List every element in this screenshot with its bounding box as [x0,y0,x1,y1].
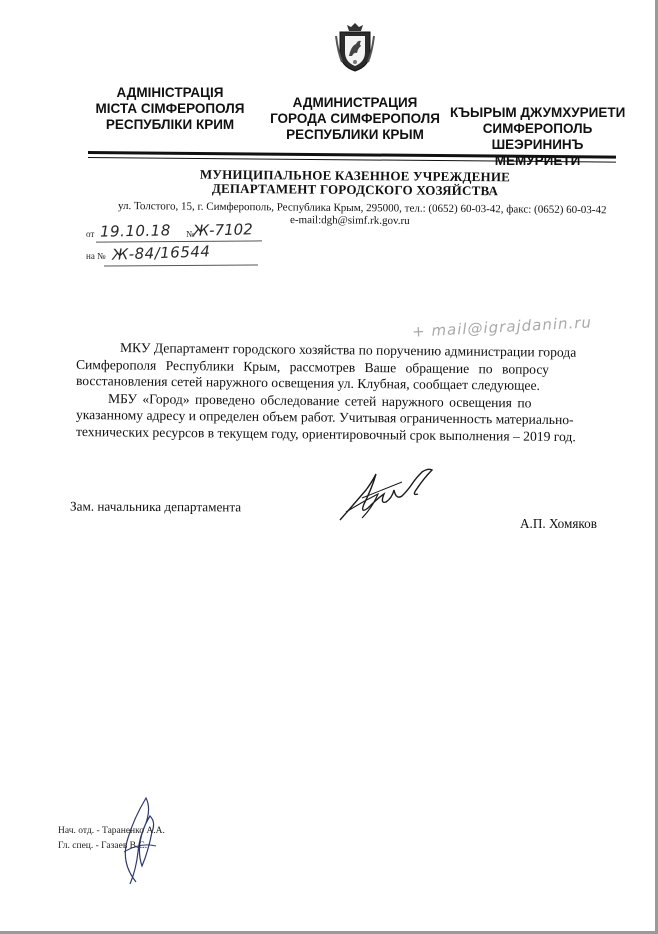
handwritten-signature [332,464,442,526]
executor-line: Нач. отд. - Тараненко А.А. [58,826,165,836]
header-tt-line: ШЕЭРИНИНЪ [491,137,584,152]
registration-number-mark: № [186,229,195,239]
header-ua-line: МІСТА СІМФЕРОПОЛЯ [95,101,245,116]
body-line: восстановления сетей наружного освещения ул. Клубная, сообщает следующее. [75,373,541,393]
organization-address: ул. Толстого, 15, г. Симферополь, Республика Крым, 295000, тел.: (0652) 60-03-42, факс: (0652) 60-03-42 [117,200,607,217]
registration-ref-underline [104,264,258,266]
executor-initials-signature [106,792,168,888]
pencil-annotation: + mail@igrajdanin.ru [411,313,593,341]
organization-name-line2: ДЕПАРТАМЕНТ ГОРОДСКОГО ХОЗЯЙСТВА [211,180,499,199]
signatory-title: Зам. начальника департамента [69,498,242,515]
header-ua-line: РЕСПУБЛІКИ КРИМ [105,117,235,132]
header-ukrainian [90,85,250,133]
body-line: Симферополя Республики Крым, рассмотрев Ваше обращение по вопросу [75,357,550,377]
header-russian [260,95,450,143]
body-line: указанному адресу и определен объем работ. Учитывая ограниченность материально- [75,407,574,428]
organization-name-line1: МУНИЦИПАЛЬНОЕ КАЗЕННОЕ УЧРЕЖДЕНИЕ [199,166,511,185]
header-ru-line: АДМИНИСТРАЦИЯ [292,95,418,110]
registration-number: Ж-7102 [192,220,253,240]
organization-email: e-mail:dgh@simf.rk.gov.ru [289,214,410,228]
header-ru-line: ГОРОДА СИМФЕРОПОЛЯ [270,111,440,126]
registration-date-underline [96,240,262,242]
executor-line: Гл. спец. - Газаев В.С. [58,841,148,851]
registration-reference: Ж-84/16544 [111,242,211,264]
signatory-name: А.П. Хомяков [520,516,597,531]
crimea-coat-of-arms-icon [334,22,376,72]
body-line: МБУ «Город» проведено обследование сетей наружного освещения по [107,391,532,411]
body-line: МКУ Департамент городского хозяйства по поручению администрации города [119,340,577,360]
registration-date: 19.10.18 [99,221,171,241]
registration-to-label: на № [86,251,106,261]
header-ua-line: АДМІНІСТРАЦІЯ [116,85,224,100]
body-line: технических ресурсов в текущем году, ориентировочный срок выполнения – 2019 год. [75,424,576,445]
header-tt-line: СИМФЕРОПОЛЬ [482,121,593,136]
header-ru-line: РЕСПУБЛИКИ КРЫМ [286,127,424,142]
registration-from-label: от [86,229,95,239]
header-tt-line: КЪЫРЫМ ДЖУМХУРИЕТИ [450,105,626,120]
